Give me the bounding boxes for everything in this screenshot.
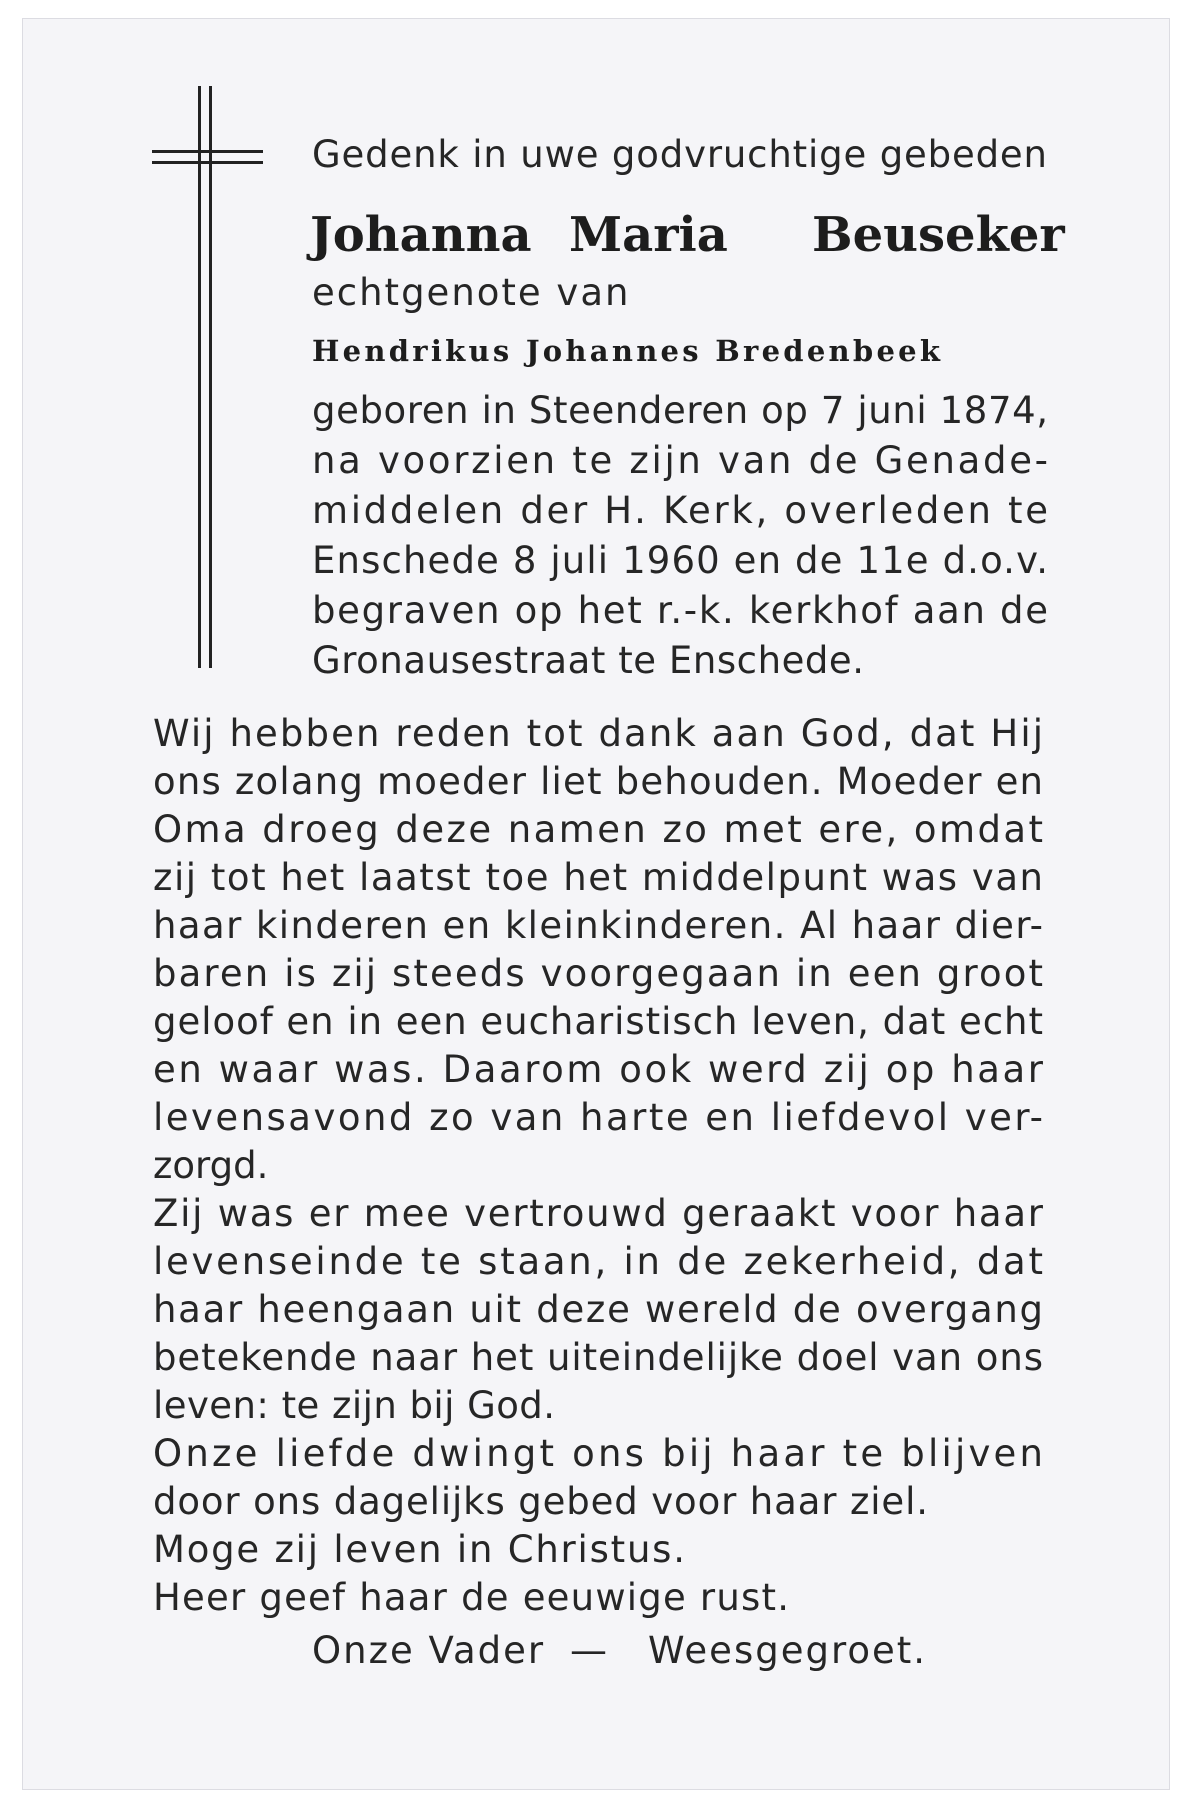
detail-line: Gronausestraat te Enschede. — [312, 639, 865, 682]
text-line: betekende naar het uiteindelijke doel van ons — [153, 1336, 1044, 1379]
spouse-label: echtgenote van — [312, 271, 631, 314]
text-line: baren is zij steeds voorgegaan in een groot — [153, 952, 1046, 995]
text-line: zorgd. — [153, 1144, 269, 1187]
text-line: Zij was er mee vertrouwd geraakt voor haar — [153, 1192, 1045, 1235]
spouse-name: Hendrikus Johannes Bredenbeek — [312, 334, 944, 368]
text-line: ons zolang moeder liet behouden. Moeder en — [153, 760, 1045, 803]
deceased-first-name: Johanna — [310, 207, 532, 263]
prayer-dash: — — [570, 1629, 607, 1672]
text-line: levenseinde te staan, in de zekerheid, dat — [153, 1240, 1046, 1283]
text-line: levensavond zo van harte en liefdevol ver- — [153, 1096, 1046, 1139]
text-line: Oma droeg deze namen zo met ere, omdat — [153, 808, 1046, 851]
text-line: Wij hebben reden tot dank aan God, dat Hij — [153, 712, 1046, 755]
text-line: leven: te zijn bij God. — [153, 1384, 556, 1427]
text-line: geloof en in een eucharistisch leven, dat echt — [153, 1000, 1044, 1043]
detail-line: geboren in Steenderen op 7 juni 1874, — [312, 389, 1049, 432]
text-line: Onze liefde dwingt ons bij haar te blijven — [153, 1432, 1047, 1475]
deceased-last-name: Beuseker — [812, 207, 1065, 263]
text-line: Moge zij leven in Christus. — [153, 1528, 687, 1571]
text-line: door ons dagelijks gebed voor haar ziel. — [153, 1480, 929, 1523]
detail-line: begraven op het r.-k. kerkhof aan de — [312, 589, 1050, 632]
text-line: zij tot het laatst toe het middelpunt was van — [153, 856, 1045, 899]
detail-line: middelen der H. Kerk, overleden te — [312, 489, 1051, 532]
prayer-weesgegroet: Weesgegroet. — [648, 1629, 928, 1672]
text-line: haar heengaan uit deze wereld de overgang — [153, 1288, 1045, 1331]
deceased-middle-name: Maria — [569, 207, 728, 263]
text-line: Heer geef haar de eeuwige rust. — [153, 1576, 791, 1619]
intro-line: Gedenk in uwe godvruchtige gebeden — [312, 133, 1048, 176]
text-line: haar kinderen en kleinkinderen. Al haar dier- — [153, 904, 1045, 947]
detail-line: Enschede 8 juli 1960 en de 11e d.o.v. — [312, 539, 1050, 582]
prayer-onze-vader: Onze Vader — [312, 1629, 546, 1672]
detail-line: na voorzien te zijn van de Genade- — [312, 439, 1051, 482]
text-line: en waar was. Daarom ook werd zij op haar — [153, 1048, 1046, 1091]
